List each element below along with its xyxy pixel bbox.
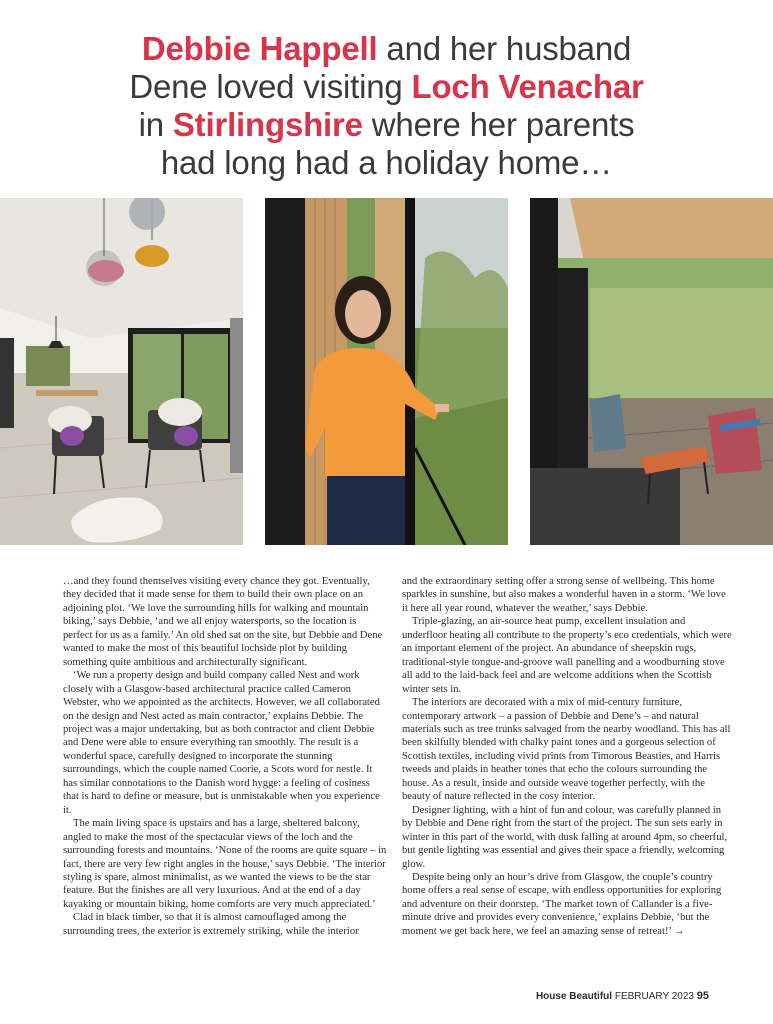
body-paragraph: ‘We run a property design and build company called Nest and work closely with a Glasgow-based architectural practice called Cameron Webster, who we appointed as the architects. However, we all collaborated on the design and Nest acted as main contractor,’ explains Debbie. The project was a major undertaking, but as both contractor and client Debbie and Dene were able to ensure everything ran smoothly. The result is a wonderful space, carefully designed to incorporate the stunning surroundings, which the couple named Coorie, a Scots word for nestle. It has similar connotations to the Danish word hygge: a feeling of cosiness that is hard to define or measure, but is unmistakable when you experience it. [63, 670, 380, 816]
magazine-name: House Beautiful [535, 991, 613, 1002]
headline-text: in [138, 106, 173, 143]
headline-name: Debbie Happell [141, 30, 378, 67]
page-number: 95 [696, 990, 709, 1002]
body-paragraph: The interiors are decorated with a mix of mid-century furniture, contemporary artwork – a passion of Debbie and Dene’s – and natural materials such as tree trunks salvaged from the nearby woodland. This has all been skilfully blended with chalky paint tones and a gorgeous selection of Scottish textiles, including vivid prints from Timorous Beasties, and Harris tweeds and plaids in heather tones that echo the colours surrounding the house. As a result, inside and outside weave together perfectly, with the beauty of nature reflected in the cosy interior. [402, 697, 731, 803]
body-paragraph: and the extraordinary setting offer a strong sense of wellbeing. This home sparkles in sunshine, but also makes a wonderful haven in a storm. ‘We love it here all year round, whatever the weather,’ says Debbie. [402, 576, 726, 614]
headline-text: and her husband [377, 30, 632, 67]
body-column-2 [402, 575, 732, 938]
headline [0, 30, 773, 182]
body-paragraph: Triple-glazing, an air-source heat pump, excellent insulation and underfloor heating all contribute to the property’s eco credentials, which were an important element of the project. An abundance of sheepskin rugs, traditional-style tongue-and-groove wall panelling and a woodburning stove all add to the laid-back feel and are welcome additions when the Scottish winter sets in. [402, 616, 732, 695]
page-footer [536, 990, 709, 1002]
headline-text: Dene loved visiting [129, 68, 412, 105]
headline-line-4: had long had a holiday home… [160, 144, 613, 181]
headline-place: Loch Venachar [411, 68, 644, 105]
body-paragraph: The main living space is upstairs and has a large, sheltered balcony, angled to make the most of the spectacular views of the loch and the surrounding forests and mountains. ‘None of the rooms are quite square – in fact, there are very few right angles in the house,’ says Debbie. ‘The interior styling is spare, almost minimalist, as we wanted the views to be the star feature. But the finishes are all very luxurious. And at the end of a day kayaking or mountain biking, home comforts are very much appreciated.’ [63, 818, 387, 910]
photo-woman-balcony [265, 198, 508, 545]
headline-line-2 [0, 68, 773, 106]
photo-balcony-chairs [530, 198, 773, 545]
body-paragraph: Designer lighting, with a hint of fun and colour, was carefully planned in by Debbie and Dene right from the start of the project. The sun sets early in winter in this part of the world, with dusk falling at around 4pm, so cheerful, but gentle lighting was essential and gives their space a friendly, welcoming glow. [402, 804, 728, 870]
issue-date: FEBRUARY 2023 [614, 991, 694, 1002]
photo-living-room [0, 198, 243, 545]
body-paragraph: Despite being only an hour’s drive from Glasgow, the couple’s country home offers a real sense of escape, with endless opportunities for exploring and adventure on their doorstep. ‘The market town of Callander is a five-minute drive and provides every convenience,’ explains Debbie, ‘but the moment we get back here, we feel an amazing sense of retreat!’ → [402, 871, 722, 937]
headline-line-3 [0, 106, 773, 144]
body-paragraph: Clad in black timber, so that it is almost camouflaged among the surrounding trees, the exterior is extremely striking, while the interior [63, 912, 359, 937]
headline-region: Stirlingshire [172, 106, 363, 143]
headline-line-1 [0, 30, 773, 68]
headline-text: where her parents [362, 106, 635, 143]
body-column-1 [63, 575, 388, 938]
body-paragraph: …and they found themselves visiting every chance they got. Eventually, they decided that it made sense for them to build their own place on an adjoining plot. ‘We love the surrounding hills for walking and mountain biking,’ says Debbie, ‘and we all enjoy watersports, so the location is perfect for us as a family.’ An old shed sat on the site, but Debbie and Dene wanted to make the most of this beautiful lochside plot by building something quite ambitious and architecturally significant. [63, 576, 383, 668]
